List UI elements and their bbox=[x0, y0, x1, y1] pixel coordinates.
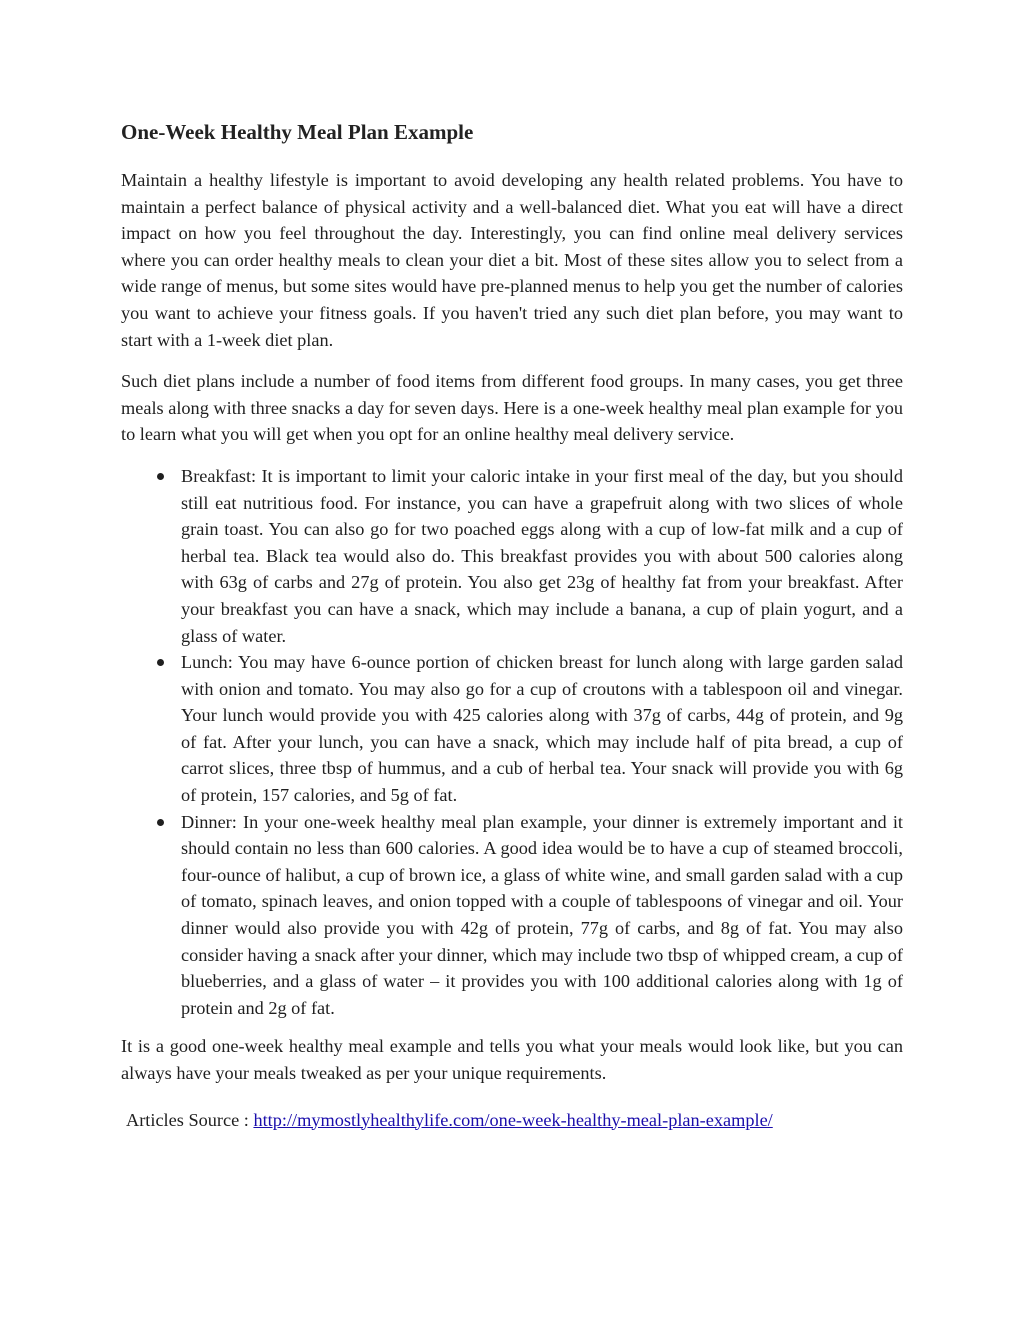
list-item-text: Lunch: You may have 6-ounce portion of chicken breast for lunch along with large garden salad with onion and tomato. You may also go for a cup of croutons with a tablespoon oil and vinegar. Your lunch would provide you with 425 calories along with 37g of carbs, 44g of protein, and 9g of fat. After your lunch, you can have a snack, which may include half of pita bread, a cup of carrot slices, three tbsp of hummus, and a cub of herbal tea. Your snack will provide you with 6g of protein, 157 calories, and 5g of fat. bbox=[181, 652, 903, 806]
intro-paragraph bbox=[121, 167, 903, 353]
diet-plan-link[interactable]: 1-week diet plan bbox=[206, 329, 329, 350]
closing-paragraph: It is a good one-week healthy meal example and tells you what your meals would look like, but you can always have your meals tweaked as per your unique requirements. bbox=[121, 1036, 903, 1083]
article-source bbox=[126, 1107, 903, 1134]
second-paragraph: Such diet plans include a number of food items from different food groups. In many cases, you get three meals along with three snacks a day for seven days. Here is a one-week healthy meal plan example for you to learn what you will get when you opt for an online healthy meal delivery service. bbox=[121, 371, 903, 445]
list-item-text: Dinner: In your one-week healthy meal plan example, your dinner is extremely important and it should contain no less than 600 calories. A good idea would be to have a cup of steamed broccoli, four-ounce of halibut, a cup of brown ice, a glass of white wine, and small garden salad with a cup of tomato, spinach leaves, and onion topped with a couple of tablespoons of vinegar and oil. Your dinner would also provide you with 42g of protein, 77g of carbs, and 8g of fat. You may also consider having a snack after your dinner, which may include two tbsp of whipped cream, a cup of blueberries, and a glass of water – it provides you with 100 additional calories along with 1g of protein and 2g of fat. bbox=[181, 811, 903, 1018]
list-item-dinner bbox=[121, 809, 903, 1022]
source-label: Articles Source : bbox=[126, 1109, 254, 1130]
bullet-icon bbox=[157, 473, 164, 480]
source-link[interactable]: http://mymostlyhealthylife.com/one-week-healthy-meal-plan-example/ bbox=[253, 1109, 773, 1130]
bullet-icon bbox=[157, 659, 164, 666]
list-item-breakfast bbox=[121, 463, 903, 649]
meal-list bbox=[121, 463, 903, 1021]
list-item-lunch bbox=[121, 649, 903, 809]
intro-text-end: . bbox=[328, 329, 334, 350]
list-item-text: Breakfast: It is important to limit your caloric intake in your first meal of the day, but you should still eat nutritious food. For instance, you can have a grapefruit along with two slices of whole grain toast. You can also go for two poached eggs along with a cup of low-fat milk and a cup of herbal tea. Black tea would also do. This breakfast provides you with about 500 calories along with 63g of carbs and 27g of protein. You also get 23g of healthy fat from your breakfast. After your breakfast you can have a snack, which may include a banana, a cup of plain yogurt, and a glass of water. bbox=[181, 465, 903, 646]
page-title: One-Week Healthy Meal Plan Example bbox=[121, 120, 474, 144]
bullet-icon bbox=[157, 819, 164, 826]
intro-text: Maintain a healthy lifestyle is important to avoid developing any health related problems. You have to maintain a perfect balance of physical activity and a well-balanced diet. What you eat will have a direct impact on how you feel throughout the day. Interestingly, you can find online meal delivery services where you can order healthy meals to clean your diet a bit. Most of these sites allow you to select from a wide range of menus, but some sites would have pre-planned menus to help you get the number of calories you want to achieve your fitness goals. If you haven't tried any such diet plan before, you may want to start with a bbox=[121, 170, 903, 350]
